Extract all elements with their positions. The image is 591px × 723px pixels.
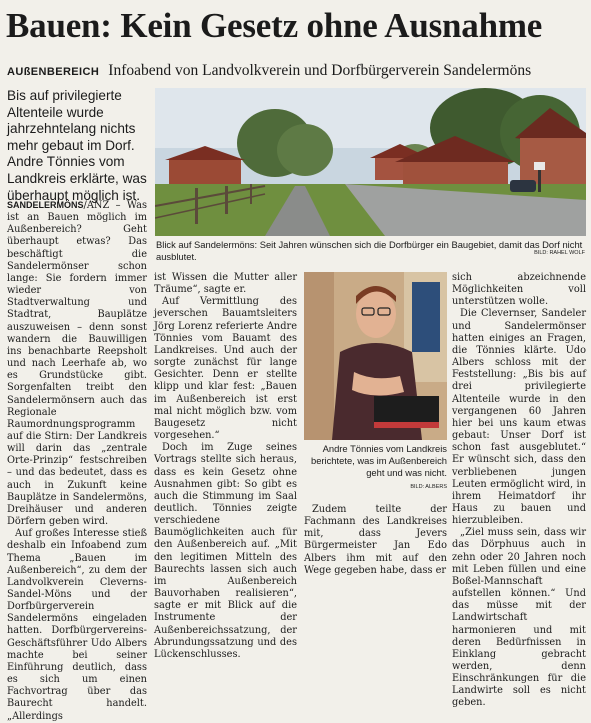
article-paragraph	[7, 199, 147, 528]
photo-credit-speaker: BILD: ALBERS	[410, 483, 447, 490]
article-column-2	[154, 272, 297, 661]
article-headline: Bauen: Kein Gesetz ohne Ausnahme	[6, 6, 543, 45]
article-column-3	[304, 504, 447, 577]
article-paragraph: Auf großes Interesse stieß deshalb ein Infoabend zum Thema „Bauen im Außenbereich“, zu dem der Landvolkverein Cleverns-Sandel-Möns und der Dorfbürgerverein Sandelermöns eingeladen hatten. Dorfbürgervereins-Geschäftsführer Udo Albers machte bei seiner Einführung deutlich, dass es sich um einen Fachvortrag über das Baurecht handelt. „Allerdings	[7, 528, 147, 722]
article-paragraph: Die Clevernser, Sandeler und Sandelermönser hatten einiges an Fragen, die Tönnies klärte. Udo Albers schloss mit der Feststellung: „Bis bis auf drei privilegierte Altenteile wurde in den vergangenen 60 Jahren hier bei uns kaum etwas gebaut: Unser Dorf ist schon fast ausgeblutet.“ Er wünscht sich, dass den verbliebenen jungen Leuten ermöglicht wird, in ihrem Heimatdorf ihr Haus zu bauen und hierzubleiben.	[452, 308, 586, 527]
article-paragraph: Auf Vermittlung des jeverschen Bauamtsleiters Jörg Lorenz referierte Andre Tönnies vom Bauamt des Landkreises. Und auch der sorgte zunächst für lange Gesichter. Denn er stellte klipp und klar fest: „Bauen im Außenbereich ist erst mal nicht möglich bzw. vom Baugesetz nicht vorgesehen.“	[154, 296, 297, 442]
speaker-illustration	[304, 272, 447, 440]
paragraph-text: – Was ist an Bauen möglich im Außenbereich? Geht überhaupt etwas? Das beschäftigt die Sandelermönser schon lange: Sie fordern immer wieder von Stadtverwaltung und Stadtrat, Bauplätze auszuweisen – denn sonst wandern die Bauwilligen ins benachbarte Reepsholt und nach Leerhafe ab, wo es Grundstücke gibt. Sorgenfalten treibt den Sandelermönsern auch das Regionale Raumordnungsprogramm auf die Stirn: Der Landkreis will darin das „zentrale Orte-Prinzip“ festschreiben – und das bedeutet, dass es auch in Zukunft keine Bauplätze in Sandelermöns, Dreihäuser und anderen Dörfern geben wird.	[7, 200, 147, 528]
dateline: SANDELERMÖNS	[7, 200, 84, 210]
photo-caption-speaker	[304, 443, 447, 493]
article-paragraph: „Ziel muss sein, dass wir das Dörphuus auch in zehn oder 20 Jahren noch mit Leben füllen und eine Boßel-Mannschaft aufstellen können.“ Und das müsse mit der Landwirtschaft harmonieren und mit deren Bedürfnissen in Einklang gebracht werden, denn Einschränkungen für die Landwirte soll es nicht geben.	[452, 527, 586, 709]
agency-tag: /ANZ	[83, 200, 110, 211]
village-street-photo	[155, 88, 586, 236]
photo-caption-village: Blick auf Sandelermöns: Seit Jahren wünschen sich die Dorfbürger ein Baugebiet, damit das Dorf nicht ausblutet.	[156, 239, 583, 263]
article-column-1	[7, 199, 147, 723]
caption-text: Andre Tönnies vom Landkreis berichtete, was im Außenbereich geht und was nicht.	[310, 443, 447, 479]
article-paragraph: Doch im Zuge seines Vortrags stellte sich heraus, dass es kein Gesetz ohne Ausnahmen gibt: So gibt es auch die Stimmung im Saal deutlich. Tönnies zeigte verschiedene Baumöglichkeiten auch für den Außenbereich auf. „Mit den legitimen Mitteln des Baurechts lassen sich auch im Außenbereich Bauvorhaben realisieren“, sagte er mit Blick auf die Instrumente der Außenbereichssatzung, der Abrundungssatzung und des Lückenschlusses.	[154, 442, 297, 660]
article-paragraph: ist Wissen die Mutter aller Träume“, sagte er.	[154, 272, 297, 296]
article-lead: Bis auf privilegierte Altenteile wurde jahrzehntelang nichts mehr gebaut im Dorf. Andre Tönnies vom Landkreis erklärte, was überhaupt möglich ist.	[7, 88, 147, 203]
speaker-photo	[304, 272, 447, 440]
article-paragraph: sich abzeichnende Möglichkeiten voll unterstützen wolle.	[452, 272, 586, 308]
kicker-line	[7, 60, 587, 80]
photo-credit-village: BILD: RAHEL WOLF	[534, 250, 585, 256]
article-paragraph: Zudem teilte der Fachmann des Landkreises mit, dass Jevers Bürgermeister Jan Edo Albers ihm mit auf den Wege gegeben habe, dass er	[304, 504, 447, 576]
article-subhead: Infoabend von Landvolkverein und Dorfbürgerverein Sandelermöns	[108, 62, 532, 79]
village-street-illustration	[155, 88, 586, 236]
section-kicker: AUßENBEREICH	[7, 66, 100, 78]
article-column-4	[452, 272, 586, 710]
